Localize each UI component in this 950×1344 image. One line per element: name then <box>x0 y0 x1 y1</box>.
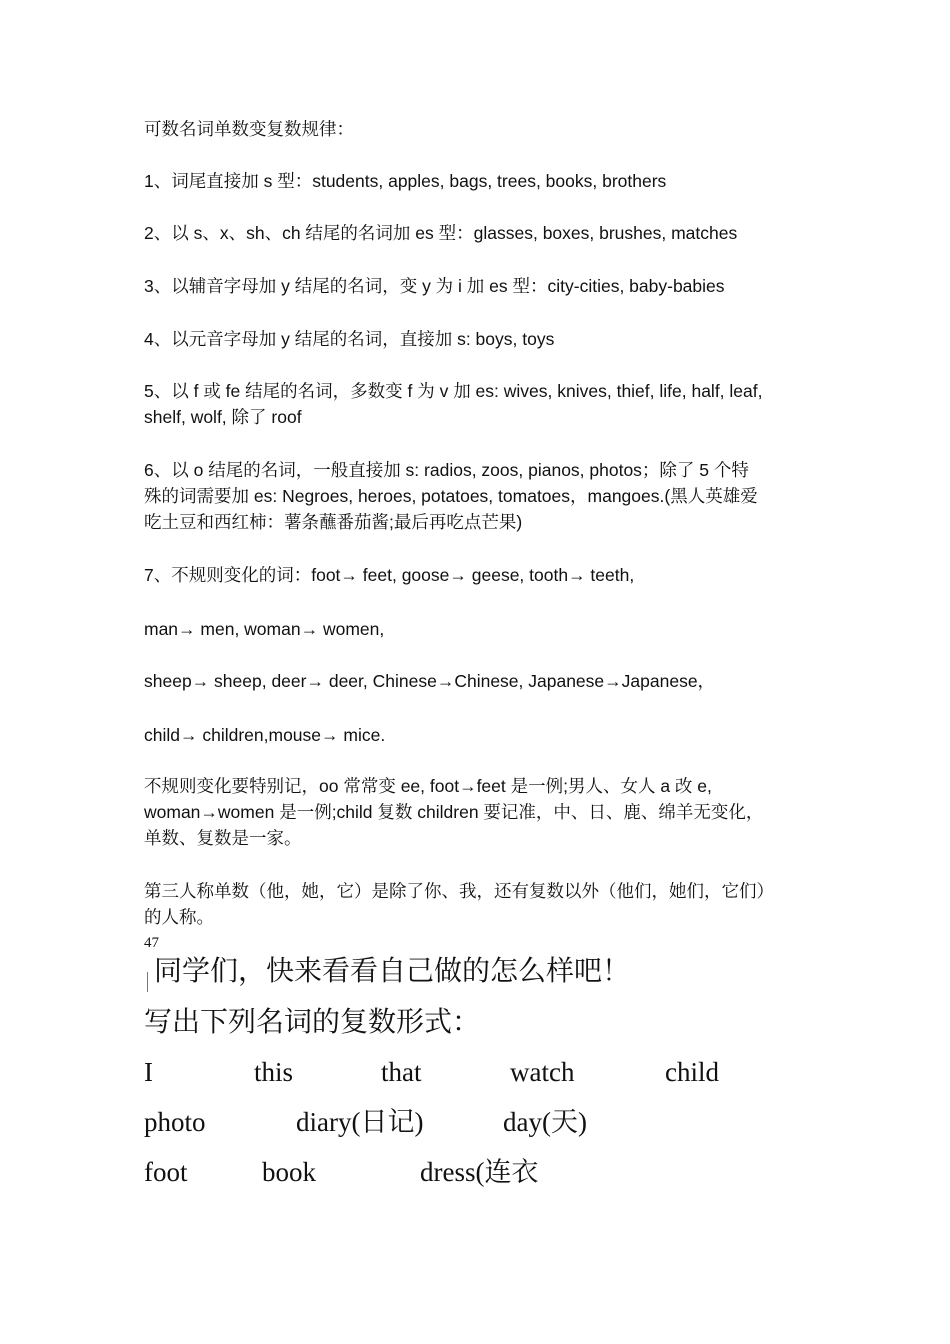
rule-3: 3、以辅音字母加 y 结尾的名词，变 y 为 i 加 es 型：city-cities, baby-babies <box>144 276 725 296</box>
word-this: this <box>254 1057 294 1087</box>
rule-2: 2、以 s、x、sh、ch 结尾的名词加 es 型：glasses, boxes, brushes, matches <box>144 223 738 243</box>
rule-7-line-1: 7、不规则变化的词：foot→ feet, goose→ geese, tooth→ teeth, <box>144 565 635 585</box>
exercise-heading: 同学们，快来看看自己做的怎么样吧！ <box>154 956 631 987</box>
word-watch: watch <box>510 1057 575 1087</box>
word-foot: foot <box>144 1157 188 1187</box>
word-diary: diary(日记) <box>296 1107 424 1137</box>
rule-6-line-2: 殊的词需要加 es: Negroes, heroes, potatoes, tomatoes，mangoes.(黑人英雄爱 <box>144 486 758 506</box>
rule-7-line-2: man→ men, woman→ women, <box>144 619 385 639</box>
word-that: that <box>381 1057 422 1087</box>
rhyme-line-2: woman→women 是一例;child 复数 children 要记准，中、日、鹿、绵羊无变化， <box>144 802 764 822</box>
rule-4: 4、以元音字母加 y 结尾的名词，直接加 s: boys, toys <box>144 329 555 349</box>
document-title: 可数名词单数变复数规律： <box>144 119 354 139</box>
rule-7-line-3: sheep→ sheep, deer→ deer, Chinese→Chinese, Japanese→Japanese， <box>144 671 716 691</box>
rule-6-line-1: 6、以 o 结尾的名词，一般直接加 s: radios, zoos, pianos, photos；除了 5 个特 <box>144 460 749 480</box>
word-book: book <box>262 1157 316 1187</box>
third-person-line-2: 的人称。 <box>144 907 214 927</box>
exercise-prompt: 写出下列名词的复数形式： <box>144 1007 481 1038</box>
page-number: 47 <box>144 935 159 951</box>
third-person-line-1: 第三人称单数（他，她，它）是除了你、我，还有复数以外（他们，她们，它们） <box>144 881 774 901</box>
text-cursor-mark <box>147 972 148 992</box>
rhyme-line-3: 单数、复数是一家。 <box>144 828 302 848</box>
word-i: I <box>144 1057 153 1087</box>
rule-6-line-3: 吃土豆和西红柿：薯条蘸番茄酱;最后再吃点芒果) <box>144 512 523 532</box>
word-day: day(天) <box>503 1107 587 1137</box>
word-dress: dress(连衣 <box>420 1157 539 1187</box>
rule-7-line-4: child→ children,mouse→ mice. <box>144 725 386 745</box>
word-child: child <box>665 1057 719 1087</box>
rule-1: 1、词尾直接加 s 型：students, apples, bags, trees, books, brothers <box>144 171 667 191</box>
rule-5-line-1: 5、以 f 或 fe 结尾的名词，多数变 f 为 v 加 es: wives, knives, thief, life, half, leaf, <box>144 381 763 401</box>
rule-5-line-2: shelf, wolf, 除了 roof <box>144 407 302 427</box>
word-photo: photo <box>144 1107 206 1137</box>
rhyme-line-1: 不规则变化要特别记，oo 常常变 ee, foot→feet 是一例;男人、女人 a 改 e, <box>144 776 712 796</box>
